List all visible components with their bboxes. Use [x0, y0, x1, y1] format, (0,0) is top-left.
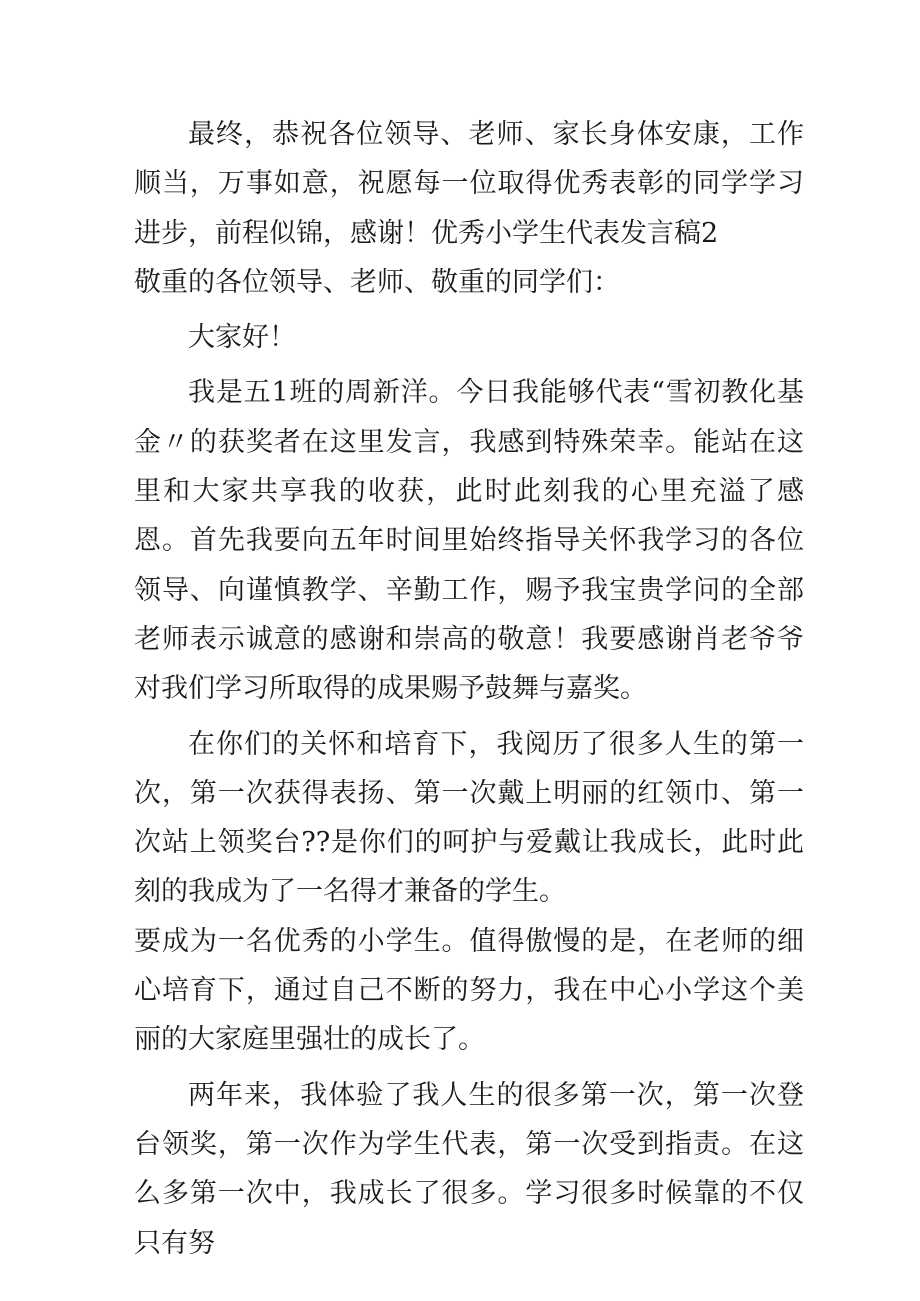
paragraph-firsts: 在你们的关怀和培育下，我阅历了很多人生的第一次，第一次获得表扬、第一次戴上明丽的红领巾、第一次站上领奖台??是你们的呵护与爱戴让我成长，此时此刻的我成为了一名得才兼备的学生。 — [134, 728, 804, 908]
paragraph-salutation: 敬重的各位领导、老师、敬重的同学们： — [134, 266, 620, 298]
paragraph-closing: 最终，恭祝各位领导、老师、家长身体安康，工作顺当，万事如意，祝愿每一位取得优秀表彰的同学学习进步，前程似锦，感谢！优秀小学生代表发言稿2 — [134, 119, 804, 249]
paragraph-become: 要成为一名优秀的小学生。值得傲慢的是，在老师的细心培育下，通过自己不断的努力，我在中心小学这个美丽的大家庭里强壮的成长了。 — [134, 925, 804, 1056]
paragraph-two-years: 两年来，我体验了我人生的很多第一次，第一次登台领奖，第一次作为学生代表，第一次受到指责。在这么多第一次中，我成长了很多。学习很多时候靠的不仅只有努 — [134, 1079, 804, 1259]
paragraph-intro: 我是五1班的周新洋。今日我能够代表“雪初教化基金〃的获奖者在这里发言，我感到特殊荣幸。能站在这里和大家共享我的收获，此时此刻我的心里充溢了感恩。首先我要向五年时间里始终指导关怀我学习的各位领导、向谨慎教学、辛勤工作，赐予我宝贵学问的全部老师表示诚意的感谢和崇高的敬意！我要感谢肖老爷爷对我们学习所取得的成果赐予鼓舞与嘉奖。 — [134, 377, 804, 705]
paragraph-greeting: 大家好！ — [188, 322, 296, 354]
speech-text — [134, 110, 804, 1268]
